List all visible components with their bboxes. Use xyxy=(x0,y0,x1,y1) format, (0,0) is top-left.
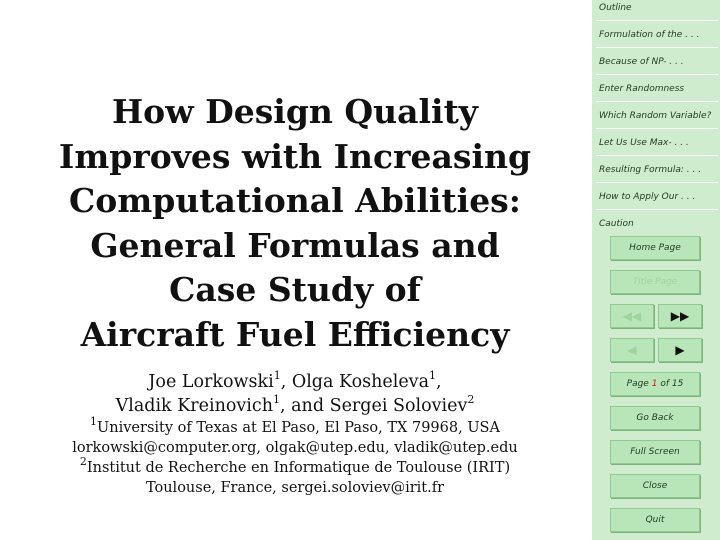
outline-item-because-np[interactable]: Because of NP- . . . xyxy=(599,57,684,67)
author-name: Vladik Kreinovich xyxy=(115,396,273,416)
go-back-button[interactable]: Go Back xyxy=(610,406,700,430)
title-page-button[interactable]: Title Page xyxy=(610,270,700,294)
affiliation-mark: 2 xyxy=(467,393,475,407)
divider xyxy=(596,128,718,129)
divider xyxy=(596,182,718,183)
divider xyxy=(596,155,718,156)
divider xyxy=(596,20,718,21)
quit-button[interactable]: Quit xyxy=(610,508,700,532)
author-name: Joe Lorkowski xyxy=(148,372,274,392)
divider xyxy=(596,101,718,102)
right-arrow-icon: ▶ xyxy=(675,343,685,357)
fast-forward-button[interactable] xyxy=(658,304,702,328)
affiliation-mark: 1 xyxy=(90,415,98,429)
affiliation-2 xyxy=(0,455,590,478)
left-arrow-icon: ◀ xyxy=(627,343,637,357)
affiliation-mark: 1 xyxy=(273,369,281,383)
affiliation-text: Institut de Recherche en Informatique de Toulouse (IRIT) xyxy=(86,460,511,476)
author-name: and Sergei Soloviev xyxy=(291,396,468,416)
double-right-arrow-icon: ▶▶ xyxy=(670,309,690,323)
outline-item-caution[interactable]: Caution xyxy=(599,219,634,229)
back-button[interactable] xyxy=(610,338,654,362)
page-of: of xyxy=(660,379,670,389)
forward-button[interactable] xyxy=(658,338,702,362)
outline-item-let-us-use-max[interactable]: Let Us Use Max- . . . xyxy=(599,138,689,148)
title-line-5: Case Study of xyxy=(169,270,421,309)
fast-back-button[interactable] xyxy=(610,304,654,328)
total-pages: 15 xyxy=(671,379,684,389)
author-name: Olga Kosheleva xyxy=(291,372,430,392)
affiliation-2-line-2: Toulouse, France, sergei.soloviev@irit.fr xyxy=(145,480,445,496)
navigation-sidebar xyxy=(592,0,720,540)
separator: , xyxy=(436,372,442,392)
title-line-6: Aircraft Fuel Efficiency xyxy=(80,314,510,354)
title-line-2: Improves with Increasing xyxy=(58,136,532,176)
separator: , xyxy=(280,372,292,392)
outline-item-which-random-variable[interactable]: Which Random Variable? xyxy=(599,111,712,121)
separator: , xyxy=(279,396,292,416)
affiliations xyxy=(0,415,590,498)
outline-item-how-to-apply[interactable]: How to Apply Our . . . xyxy=(599,192,696,202)
outline-item-outline[interactable]: Outline xyxy=(599,3,632,13)
divider xyxy=(596,74,718,75)
outline-item-enter-randomness[interactable]: Enter Randomness xyxy=(599,84,685,94)
affiliation-1 xyxy=(0,415,590,438)
home-page-button[interactable]: Home Page xyxy=(610,236,700,260)
title-line-4: General Formulas and xyxy=(90,225,500,265)
affiliation-text: University of Texas at El Paso, El Paso, TX 79968, USA xyxy=(97,420,500,436)
author-line-2 xyxy=(0,394,590,418)
author-line-1 xyxy=(0,370,590,394)
outline-item-resulting-formula[interactable]: Resulting Formula: . . . xyxy=(599,165,702,175)
author-list xyxy=(0,370,590,418)
email-list: lorkowski@computer.org, olgak@utep.edu, vladik@utep.edu xyxy=(72,440,518,456)
divider xyxy=(596,209,718,210)
affiliation-mark: 1 xyxy=(272,393,280,407)
outline-item-formulation[interactable]: Formulation of the . . . xyxy=(599,30,700,40)
divider xyxy=(596,47,718,48)
current-page: 1 xyxy=(651,379,658,389)
double-left-arrow-icon: ◀◀ xyxy=(622,309,642,323)
affiliation-mark: 1 xyxy=(429,369,437,383)
title-line-1: How Design Quality xyxy=(112,92,478,131)
affiliation-mark: 2 xyxy=(79,455,87,469)
full-screen-button[interactable]: Full Screen xyxy=(610,440,700,464)
slide-title xyxy=(0,90,590,357)
title-line-3: Computational Abilities: xyxy=(69,181,521,220)
page-label: Page xyxy=(626,379,649,389)
close-button[interactable]: Close xyxy=(610,474,700,498)
page-counter xyxy=(610,372,700,396)
